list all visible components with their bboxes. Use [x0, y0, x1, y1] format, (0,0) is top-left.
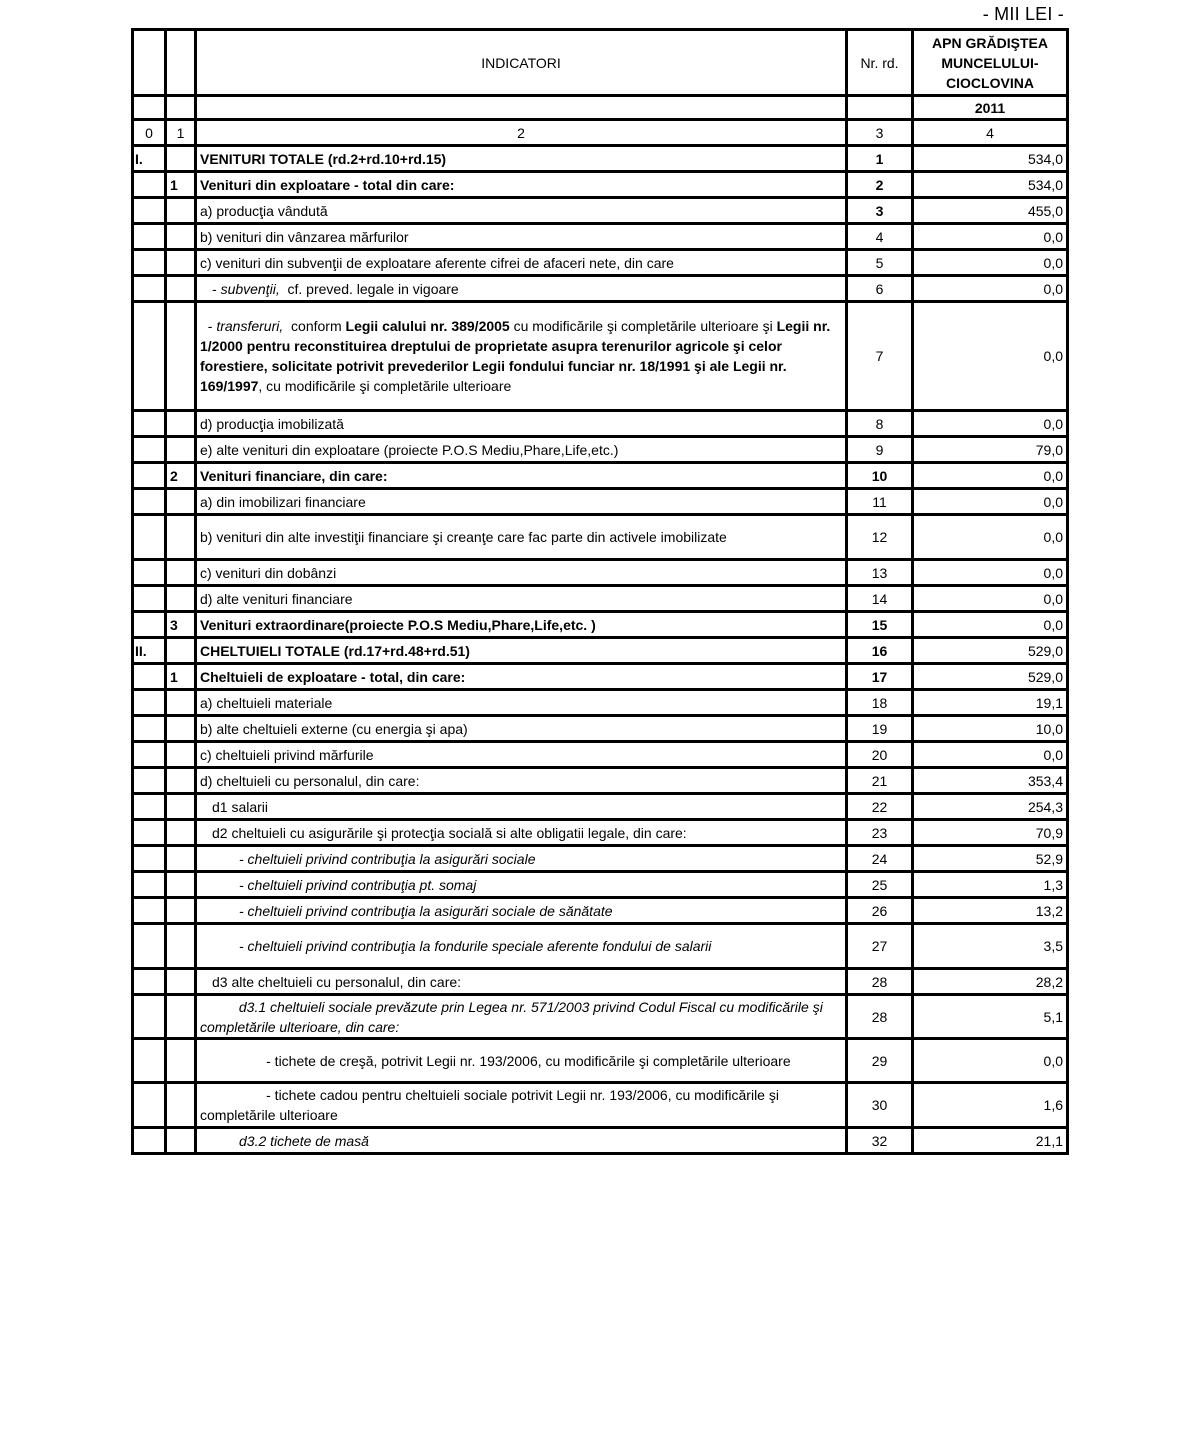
indicator-text: d) producţia imobilizată: [200, 415, 344, 432]
subsection-number-cell: [166, 437, 196, 463]
entity-title-line: APN GRĂDIŞTEA: [932, 34, 1048, 51]
column-index: 3: [847, 120, 913, 146]
value-cell: 10,0: [913, 716, 1068, 742]
table-row: [133, 716, 1068, 742]
value-cell: 353,4: [913, 768, 1068, 794]
indicator-text: b) alte cheltuieli externe (cu energia şi apa): [200, 720, 468, 737]
indicator-cell: [196, 1128, 847, 1154]
table-row: [133, 924, 1068, 969]
indicator-text: VENITURI TOTALE (rd.2+rd.10+rd.15): [200, 150, 447, 167]
subsection-number-cell: 1: [166, 664, 196, 690]
indicator-cell: [196, 846, 847, 872]
subsection-number-cell: [166, 1128, 196, 1154]
indicator-text: Legii nr. 1/2000 pentru reconstituirea dreptului de proprietate asupra terenurilor agricole şi celor forestiere, solicitate potrivit prevederilor Legii fondului funciar nr. 18/1991 şi ale Legii nr. 169/1997: [200, 318, 835, 394]
indicator-text: , cu modificările şi completările ulterioare: [258, 378, 512, 394]
table-row: [133, 612, 1068, 638]
indicator-text: CHELTUIELI TOTALE (rd.17+rd.48+rd.51): [200, 642, 470, 659]
header-empty-cell: [166, 30, 196, 96]
subsection-number-cell: [166, 794, 196, 820]
indicator-text: a) din imobilizari financiare: [200, 493, 366, 510]
indicator-text: - cheltuieli privind contribuţia la asigurări sociale de sănătate: [239, 902, 613, 919]
indicator-text: d1 salarii: [212, 798, 269, 815]
indicator-cell: [196, 794, 847, 820]
indicator-cell: [196, 276, 847, 302]
row-number-cell: 22: [847, 794, 913, 820]
indicator-cell: [196, 898, 847, 924]
indicator-cell: [196, 463, 847, 489]
row-number-cell: 28: [847, 969, 913, 995]
indicator-text: a) producţia vândută: [200, 202, 328, 219]
row-number-cell: 11: [847, 489, 913, 515]
table-row: [133, 638, 1068, 664]
table-row: [133, 302, 1068, 411]
table-row: [133, 872, 1068, 898]
column-index-row: [133, 120, 1068, 146]
indicator-text: d2 cheltuieli cu asigurările şi protecţia socială si alte obligatii legale, din care:: [212, 824, 687, 841]
indicator-cell: [196, 250, 847, 276]
column-index: 1: [166, 120, 196, 146]
indicator-text: d3 alte cheltuieli cu personalul, din care:: [212, 973, 462, 990]
table-row: [133, 995, 1068, 1039]
value-cell: 0,0: [913, 276, 1068, 302]
section-roman-cell: [133, 794, 166, 820]
section-roman-cell: [133, 276, 166, 302]
subsection-number-cell: [166, 898, 196, 924]
section-roman-cell: [133, 969, 166, 995]
indicator-cell: [196, 872, 847, 898]
row-number-cell: 13: [847, 560, 913, 586]
section-roman-cell: [133, 872, 166, 898]
value-cell: 0,0: [913, 250, 1068, 276]
subsection-number-cell: [166, 742, 196, 768]
indicator-cell: [196, 411, 847, 437]
indicator-cell: [196, 437, 847, 463]
table-row: [133, 250, 1068, 276]
indicator-cell: [196, 638, 847, 664]
subsection-number-cell: [166, 560, 196, 586]
table-row: [133, 586, 1068, 612]
subsection-number-cell: [166, 1039, 196, 1083]
indicator-text: cf. preved. legale in vigoare: [279, 280, 459, 297]
section-roman-cell: [133, 898, 166, 924]
table-row: [133, 1083, 1068, 1128]
subsection-number-cell: [166, 276, 196, 302]
value-cell: 0,0: [913, 411, 1068, 437]
row-number-cell: 25: [847, 872, 913, 898]
subsection-number-cell: [166, 586, 196, 612]
section-roman-cell: [133, 515, 166, 560]
section-roman-cell: [133, 1083, 166, 1128]
row-number-cell: 17: [847, 664, 913, 690]
indicator-column-header: INDICATORI: [196, 30, 847, 96]
indicator-text: Venituri financiare, din care:: [200, 467, 388, 484]
subsection-number-cell: 2: [166, 463, 196, 489]
indicator-text: c) venituri din subvenţii de exploatare aferente cifrei de afaceri nete, din care: [200, 254, 674, 271]
subsection-number-cell: [166, 638, 196, 664]
table-row: [133, 276, 1068, 302]
subsection-number-cell: 3: [166, 612, 196, 638]
value-cell: 0,0: [913, 463, 1068, 489]
indicator-text: conform: [283, 318, 346, 334]
value-cell: 529,0: [913, 638, 1068, 664]
subsection-number-cell: [166, 716, 196, 742]
section-roman-cell: [133, 768, 166, 794]
value-cell: 13,2: [913, 898, 1068, 924]
row-number-cell: 19: [847, 716, 913, 742]
indicator-cell: [196, 690, 847, 716]
indicator-cell: [196, 742, 847, 768]
section-roman-cell: [133, 1039, 166, 1083]
indicator-cell: [196, 560, 847, 586]
value-cell: 534,0: [913, 146, 1068, 172]
subsection-number-cell: [166, 198, 196, 224]
table-row: [133, 489, 1068, 515]
entity-title-line: MUNCELULUI-: [941, 54, 1039, 71]
indicator-text: -: [200, 318, 217, 334]
value-cell: 0,0: [913, 515, 1068, 560]
value-cell: 0,0: [913, 1039, 1068, 1083]
year-cell: 2011: [913, 96, 1068, 120]
value-cell: 21,1: [913, 1128, 1068, 1154]
indicator-cell: [196, 1083, 847, 1128]
table-row: [133, 768, 1068, 794]
subsection-number-cell: [166, 224, 196, 250]
section-roman-cell: [133, 250, 166, 276]
indicator-text: - cheltuieli privind contribuţia pt. somaj: [239, 876, 477, 893]
subsection-number-cell: [166, 872, 196, 898]
value-cell: 455,0: [913, 198, 1068, 224]
indicator-cell: [196, 1039, 847, 1083]
subsection-number-cell: [166, 969, 196, 995]
entity-column-header: [913, 30, 1068, 96]
section-roman-cell: [133, 560, 166, 586]
empty-cell: [196, 96, 847, 120]
subsection-number-cell: [166, 924, 196, 969]
subsection-number-cell: [166, 1083, 196, 1128]
section-roman-cell: [133, 612, 166, 638]
subsection-number-cell: [166, 411, 196, 437]
value-cell: 0,0: [913, 742, 1068, 768]
table-row: [133, 198, 1068, 224]
section-roman-cell: [133, 742, 166, 768]
section-roman-cell: [133, 820, 166, 846]
indicator-cell: [196, 302, 847, 411]
indicator-text: Venituri extraordinare(proiecte P.O.S Mediu,Phare,Life,etc. ): [200, 616, 596, 633]
indicator-text: - cheltuieli privind contribuţia la asigurări sociale: [239, 850, 536, 867]
table-row: [133, 560, 1068, 586]
indicator-cell: [196, 820, 847, 846]
subsection-number-cell: [166, 768, 196, 794]
table-row: [133, 794, 1068, 820]
row-number-cell: 6: [847, 276, 913, 302]
table-row: [133, 411, 1068, 437]
table-row: [133, 969, 1068, 995]
unit-label: - MII LEI -: [982, 4, 1064, 24]
value-cell: 28,2: [913, 969, 1068, 995]
row-number-cell: 10: [847, 463, 913, 489]
entity-title-line: CIOCLOVINA: [946, 74, 1034, 91]
table-row: [133, 224, 1068, 250]
value-cell: 1,6: [913, 1083, 1068, 1128]
indicator-text: transferuri,: [216, 318, 284, 334]
row-number-cell: 30: [847, 1083, 913, 1128]
subsection-number-cell: [166, 820, 196, 846]
section-roman-cell: [133, 716, 166, 742]
indicator-text: d) alte venituri financiare: [200, 590, 353, 607]
subsection-number-cell: [166, 846, 196, 872]
column-index: 4: [913, 120, 1068, 146]
subsection-number-cell: [166, 250, 196, 276]
indicator-text: e) alte venituri din exploatare (proiecte P.O.S Mediu,Phare,Life,etc.): [200, 441, 619, 458]
table-row: [133, 515, 1068, 560]
section-roman-cell: [133, 846, 166, 872]
value-cell: 1,3: [913, 872, 1068, 898]
section-roman-cell: I.: [133, 146, 166, 172]
section-roman-cell: [133, 302, 166, 411]
section-roman-cell: [133, 224, 166, 250]
table-row: [133, 1039, 1068, 1083]
indicator-cell: [196, 924, 847, 969]
value-cell: 5,1: [913, 995, 1068, 1039]
empty-cell: [166, 96, 196, 120]
table-row: [133, 820, 1068, 846]
value-cell: 0,0: [913, 489, 1068, 515]
indicator-text: c) venituri din dobânzi: [200, 564, 337, 581]
value-cell: 70,9: [913, 820, 1068, 846]
section-roman-cell: [133, 995, 166, 1039]
subsection-number-cell: [166, 146, 196, 172]
row-number-cell: 29: [847, 1039, 913, 1083]
indicator-text: b) venituri din alte investiţii financiare şi creanţe care fac parte din activele imobilizate: [200, 529, 727, 545]
indicator-text: Cheltuieli de exploatare - total, din care:: [200, 668, 466, 685]
row-number-cell: 3: [847, 198, 913, 224]
row-number-cell: 12: [847, 515, 913, 560]
section-roman-cell: [133, 489, 166, 515]
indicator-cell: [196, 664, 847, 690]
row-number-cell: 1: [847, 146, 913, 172]
section-roman-cell: [133, 664, 166, 690]
indicator-text: -: [212, 280, 221, 297]
indicator-cell: [196, 969, 847, 995]
value-cell: 19,1: [913, 690, 1068, 716]
row-number-column-header: Nr. rd.: [847, 30, 913, 96]
indicator-text: d3.2 tichete de masă: [239, 1132, 369, 1149]
indicator-cell: [196, 146, 847, 172]
indicator-text: - tichete de creşă, potrivit Legii nr. 193/2006, cu modificările şi completările ulterioare: [200, 1052, 791, 1069]
value-cell: 79,0: [913, 437, 1068, 463]
indicator-cell: [196, 995, 847, 1039]
row-number-cell: 18: [847, 690, 913, 716]
value-cell: 0,0: [913, 586, 1068, 612]
header-row: [133, 30, 1068, 96]
indicator-text: a) cheltuieli materiale: [200, 694, 333, 711]
row-number-cell: 7: [847, 302, 913, 411]
table-row: [133, 742, 1068, 768]
indicator-cell: [196, 586, 847, 612]
empty-cell: [133, 96, 166, 120]
indicator-text: cu modificările şi completările ulterioare şi: [509, 318, 777, 334]
indicator-text: Legii calului nr. 389/2005: [345, 318, 510, 334]
row-number-cell: 16: [847, 638, 913, 664]
indicator-cell: [196, 172, 847, 198]
value-cell: 0,0: [913, 302, 1068, 411]
indicator-text: subvenţii,: [220, 280, 280, 297]
indicator-text: d3.1 cheltuieli sociale prevăzute prin Legea nr. 571/2003 privind Codul Fiscal cu modificările şi completările ulterioare, din care:: [200, 998, 827, 1035]
subsection-number-cell: [166, 489, 196, 515]
header-empty-cell: [133, 30, 166, 96]
row-number-cell: 24: [847, 846, 913, 872]
table-row: [133, 1128, 1068, 1154]
value-cell: 0,0: [913, 224, 1068, 250]
table-row: [133, 172, 1068, 198]
value-cell: 529,0: [913, 664, 1068, 690]
section-roman-cell: II.: [133, 638, 166, 664]
value-cell: 0,0: [913, 560, 1068, 586]
row-number-cell: 4: [847, 224, 913, 250]
subsection-number-cell: [166, 995, 196, 1039]
year-row: [133, 96, 1068, 120]
indicator-cell: [196, 198, 847, 224]
table-row: [133, 898, 1068, 924]
row-number-cell: 5: [847, 250, 913, 276]
row-number-cell: 2: [847, 172, 913, 198]
indicator-cell: [196, 612, 847, 638]
section-roman-cell: [133, 411, 166, 437]
indicator-text: Venituri din exploatare - total din care:: [200, 176, 455, 193]
row-number-cell: 21: [847, 768, 913, 794]
row-number-cell: 28: [847, 995, 913, 1039]
subsection-number-cell: 1: [166, 172, 196, 198]
indicator-text: - tichete cadou pentru cheltuieli sociale potrivit Legii nr. 193/2006, cu modificările şi completările ulterioare: [200, 1087, 783, 1123]
section-roman-cell: [133, 690, 166, 716]
indicator-cell: [196, 515, 847, 560]
table-row: [133, 664, 1068, 690]
row-number-cell: 27: [847, 924, 913, 969]
row-number-cell: 15: [847, 612, 913, 638]
indicator-text: c) cheltuieli privind mărfurile: [200, 746, 374, 763]
table-row: [133, 846, 1068, 872]
indicator-cell: [196, 768, 847, 794]
section-roman-cell: [133, 586, 166, 612]
row-number-cell: 20: [847, 742, 913, 768]
value-cell: 534,0: [913, 172, 1068, 198]
row-number-cell: 8: [847, 411, 913, 437]
table-row: [133, 463, 1068, 489]
section-roman-cell: [133, 463, 166, 489]
financial-indicators-table: [131, 28, 1069, 1155]
subsection-number-cell: [166, 690, 196, 716]
row-number-cell: 23: [847, 820, 913, 846]
table-row: [133, 146, 1068, 172]
section-roman-cell: [133, 172, 166, 198]
indicator-text: - cheltuieli privind contribuţia la fondurile speciale aferente fondului de salarii: [239, 938, 712, 954]
value-cell: 0,0: [913, 612, 1068, 638]
column-index: 0: [133, 120, 166, 146]
value-cell: 52,9: [913, 846, 1068, 872]
indicator-text: d) cheltuieli cu personalul, din care:: [200, 772, 420, 789]
indicator-cell: [196, 489, 847, 515]
column-index: 2: [196, 120, 847, 146]
row-number-cell: 14: [847, 586, 913, 612]
row-number-cell: 32: [847, 1128, 913, 1154]
indicator-text: b) venituri din vânzarea mărfurilor: [200, 228, 409, 245]
section-roman-cell: [133, 198, 166, 224]
section-roman-cell: [133, 1128, 166, 1154]
value-cell: 254,3: [913, 794, 1068, 820]
table-row: [133, 437, 1068, 463]
row-number-cell: 26: [847, 898, 913, 924]
empty-cell: [847, 96, 913, 120]
indicator-cell: [196, 224, 847, 250]
subsection-number-cell: [166, 302, 196, 411]
row-number-cell: 9: [847, 437, 913, 463]
section-roman-cell: [133, 437, 166, 463]
table-row: [133, 690, 1068, 716]
value-cell: 3,5: [913, 924, 1068, 969]
indicator-cell: [196, 716, 847, 742]
section-roman-cell: [133, 924, 166, 969]
subsection-number-cell: [166, 515, 196, 560]
